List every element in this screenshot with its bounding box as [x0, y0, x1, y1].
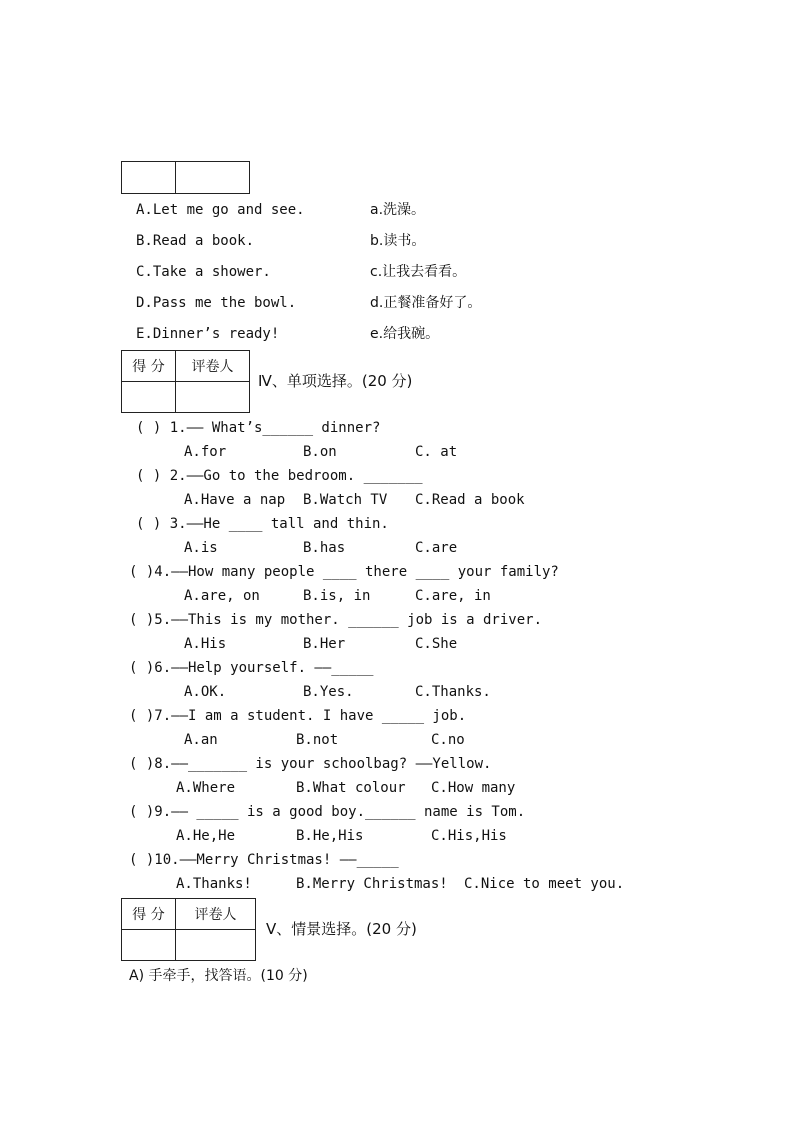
option-b: B.not: [296, 732, 339, 748]
option-a: A.are, on: [184, 588, 260, 604]
match-cn-d: d.正餐准备好了。: [370, 295, 482, 311]
grader-label: 评卷人: [176, 899, 256, 930]
option-c: C.His,His: [431, 828, 507, 844]
option-b: B.Yes.: [303, 684, 354, 700]
top-box-cell-1: [122, 162, 176, 194]
question-stem: ( )8.——_______ is your schoolbag? ——Yellow.: [129, 756, 492, 772]
grader-cell: [176, 930, 256, 961]
option-c: C.are: [415, 540, 458, 556]
option-a: A.His: [184, 636, 227, 652]
score-label: 得 分: [122, 351, 176, 382]
question-stem: ( )7.——I am a student. I have _____ job.: [129, 708, 467, 724]
match-en-d: D.Pass me the bowl.: [136, 295, 297, 311]
option-b: B.Her: [303, 636, 346, 652]
question-stem: ( ) 2.——Go to the bedroom. _______: [136, 468, 423, 484]
option-c: C.Nice to meet you.: [464, 876, 625, 892]
option-a: A.Have a nap: [184, 492, 286, 508]
option-c: C.She: [415, 636, 458, 652]
match-cn-b: b.读书。: [370, 233, 426, 249]
match-en-a: A.Let me go and see.: [136, 202, 305, 218]
option-c: C.are, in: [415, 588, 491, 604]
question-stem: ( )6.——Help yourself. ——_____: [129, 660, 374, 676]
match-cn-e: e.给我碗。: [370, 326, 440, 342]
section5-title: Ⅴ、情景选择。(20 分): [266, 920, 417, 938]
option-a: A.for: [184, 444, 227, 460]
option-a: A.Thanks!: [176, 876, 252, 892]
grader-cell: [176, 382, 250, 413]
option-b: B.What colour: [296, 780, 406, 796]
score-label: 得 分: [122, 899, 176, 930]
option-a: A.OK.: [184, 684, 227, 700]
match-en-e: E.Dinner’s ready!: [136, 326, 280, 342]
question-stem: ( ) 3.——He ____ tall and thin.: [136, 516, 389, 532]
option-b: B.on: [303, 444, 337, 460]
match-cn-c: c.让我去看看。: [370, 264, 467, 280]
score-cell: [122, 930, 176, 961]
option-a: A.is: [184, 540, 218, 556]
match-en-c: C.Take a shower.: [136, 264, 271, 280]
option-a: A.Where: [176, 780, 236, 796]
option-a: A.He,He: [176, 828, 236, 844]
option-c: C.Thanks.: [415, 684, 491, 700]
option-b: B.He,His: [296, 828, 364, 844]
option-b: B.Watch TV: [303, 492, 388, 508]
match-cn-a: a.洗澡。: [370, 202, 426, 218]
score-cell: [122, 382, 176, 413]
option-b: B.Merry Christmas!: [296, 876, 448, 892]
option-a: A.an: [184, 732, 218, 748]
match-en-b: B.Read a book.: [136, 233, 255, 249]
section4-title: Ⅳ、单项选择。(20 分): [258, 372, 413, 390]
question-stem: ( )10.——Merry Christmas! ——_____: [129, 852, 399, 868]
section4-score-box: [121, 350, 250, 413]
top-box-cell-2: [176, 162, 250, 194]
question-stem: ( )9.—— _____ is a good boy.______ name is Tom.: [129, 804, 526, 820]
option-b: B.is, in: [303, 588, 371, 604]
option-c: C.Read a book: [415, 492, 525, 508]
section5-subtitle: A) 手牵手，找答语。(10 分): [129, 968, 308, 984]
option-c: C. at: [415, 444, 458, 460]
question-stem: ( )5.——This is my mother. ______ job is a driver.: [129, 612, 543, 628]
question-stem: ( )4.——How many people ____ there ____ your family?: [129, 564, 559, 580]
option-c: C.no: [431, 732, 465, 748]
section5-score-box: [121, 898, 256, 961]
grader-label: 评卷人: [176, 351, 250, 382]
question-stem: ( ) 1.—— What’s______ dinner?: [136, 420, 381, 436]
option-c: C.How many: [431, 780, 516, 796]
top-score-box: [121, 161, 250, 194]
option-b: B.has: [303, 540, 346, 556]
